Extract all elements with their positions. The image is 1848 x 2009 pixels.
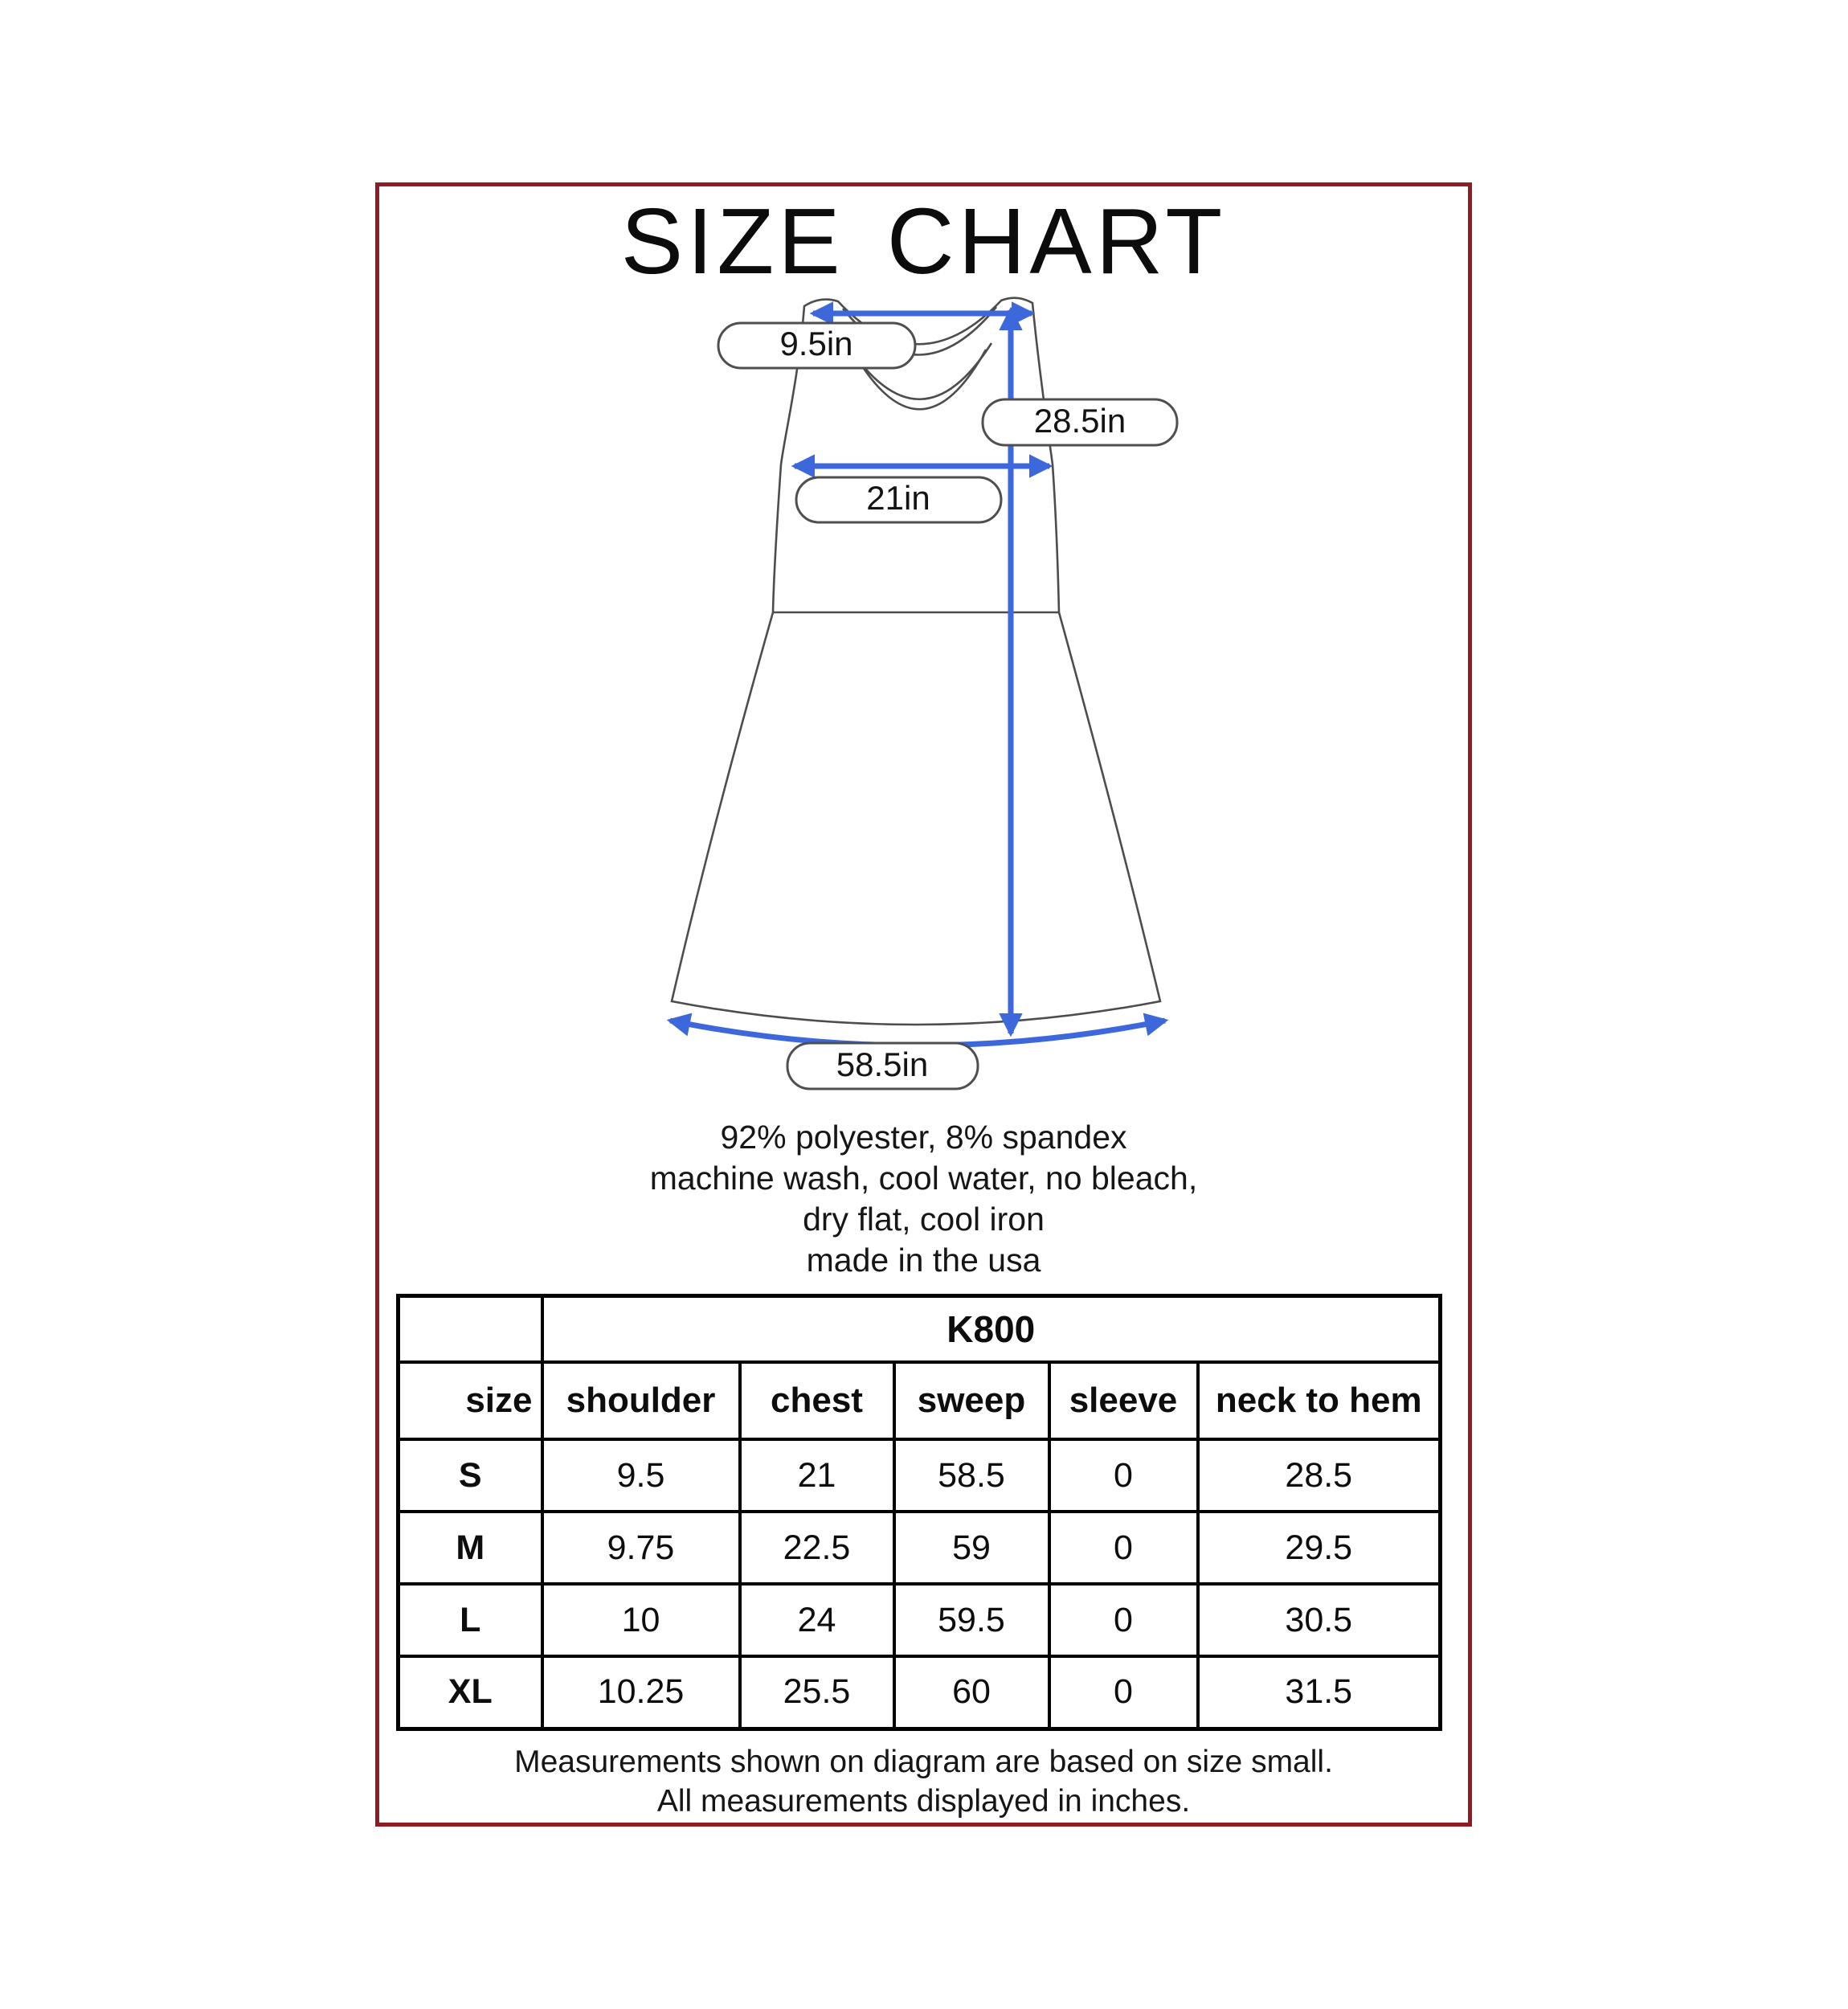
table-header-row: [399, 1362, 1441, 1439]
size-table: [396, 1294, 1442, 1731]
table-cell: 10.25: [542, 1656, 740, 1729]
table-cell: 25.5: [740, 1656, 894, 1729]
table-cell: 0: [1049, 1512, 1198, 1584]
column-header-size: size: [399, 1362, 542, 1439]
table-cell: 58.5: [894, 1439, 1049, 1512]
care-line-dry: dry flat, cool iron: [803, 1201, 1045, 1238]
neck-to-hem-label: 28.5in: [1033, 402, 1126, 440]
table-cell: 0: [1049, 1656, 1198, 1729]
column-header-sweep: sweep: [894, 1362, 1049, 1439]
table-row-m: [399, 1512, 1441, 1584]
column-header-shoulder: shoulder: [542, 1362, 740, 1439]
size-cell: XL: [399, 1656, 542, 1729]
chart-frame: [375, 182, 1472, 1827]
sweep-label: 58.5in: [836, 1045, 929, 1083]
column-header-chest: chest: [740, 1362, 894, 1439]
dress-diagram: [627, 285, 1205, 1101]
table-cell: 0: [1049, 1439, 1198, 1512]
table-row-xl: [399, 1656, 1441, 1729]
table-blank-cell: [399, 1296, 542, 1363]
table-cell: 59: [894, 1512, 1049, 1584]
care-line-origin: made in the usa: [806, 1242, 1041, 1279]
table-cell: 28.5: [1198, 1439, 1441, 1512]
column-header-neck-to-hem: neck to hem: [1198, 1362, 1441, 1439]
footnote: [379, 1742, 1468, 1821]
table-cell: 30.5: [1198, 1584, 1441, 1656]
table-cell: 60: [894, 1656, 1049, 1729]
chest-label: 21in: [866, 479, 930, 517]
shoulder-label: 9.5in: [779, 325, 853, 362]
model-number-cell: K800: [542, 1296, 1441, 1363]
table-cell: 21: [740, 1439, 894, 1512]
table-cell: 59.5: [894, 1584, 1049, 1656]
table-cell: 22.5: [740, 1512, 894, 1584]
size-cell: S: [399, 1439, 542, 1512]
table-cell: 31.5: [1198, 1656, 1441, 1729]
table-cell: 29.5: [1198, 1512, 1441, 1584]
size-cell: L: [399, 1584, 542, 1656]
table-cell: 10: [542, 1584, 740, 1656]
footnote-line-units: All measurements displayed in inches.: [656, 1784, 1191, 1819]
table-cell: 0: [1049, 1584, 1198, 1656]
care-instructions: [379, 1117, 1468, 1281]
table-model-row: [399, 1296, 1441, 1363]
table-cell: 9.5: [542, 1439, 740, 1512]
table-row-l: [399, 1584, 1441, 1656]
table-cell: 24: [740, 1584, 894, 1656]
footnote-line-basis: Measurements shown on diagram are based on size small.: [514, 1745, 1333, 1779]
page-title: SIZE CHART: [620, 189, 1227, 293]
care-line-fabric: 92% polyester, 8% spandex: [720, 1119, 1127, 1156]
care-line-wash: machine wash, cool water, no bleach,: [649, 1160, 1198, 1197]
size-cell: M: [399, 1512, 542, 1584]
table-cell: 9.75: [542, 1512, 740, 1584]
table-row-s: [399, 1439, 1441, 1512]
column-header-sleeve: sleeve: [1049, 1362, 1198, 1439]
